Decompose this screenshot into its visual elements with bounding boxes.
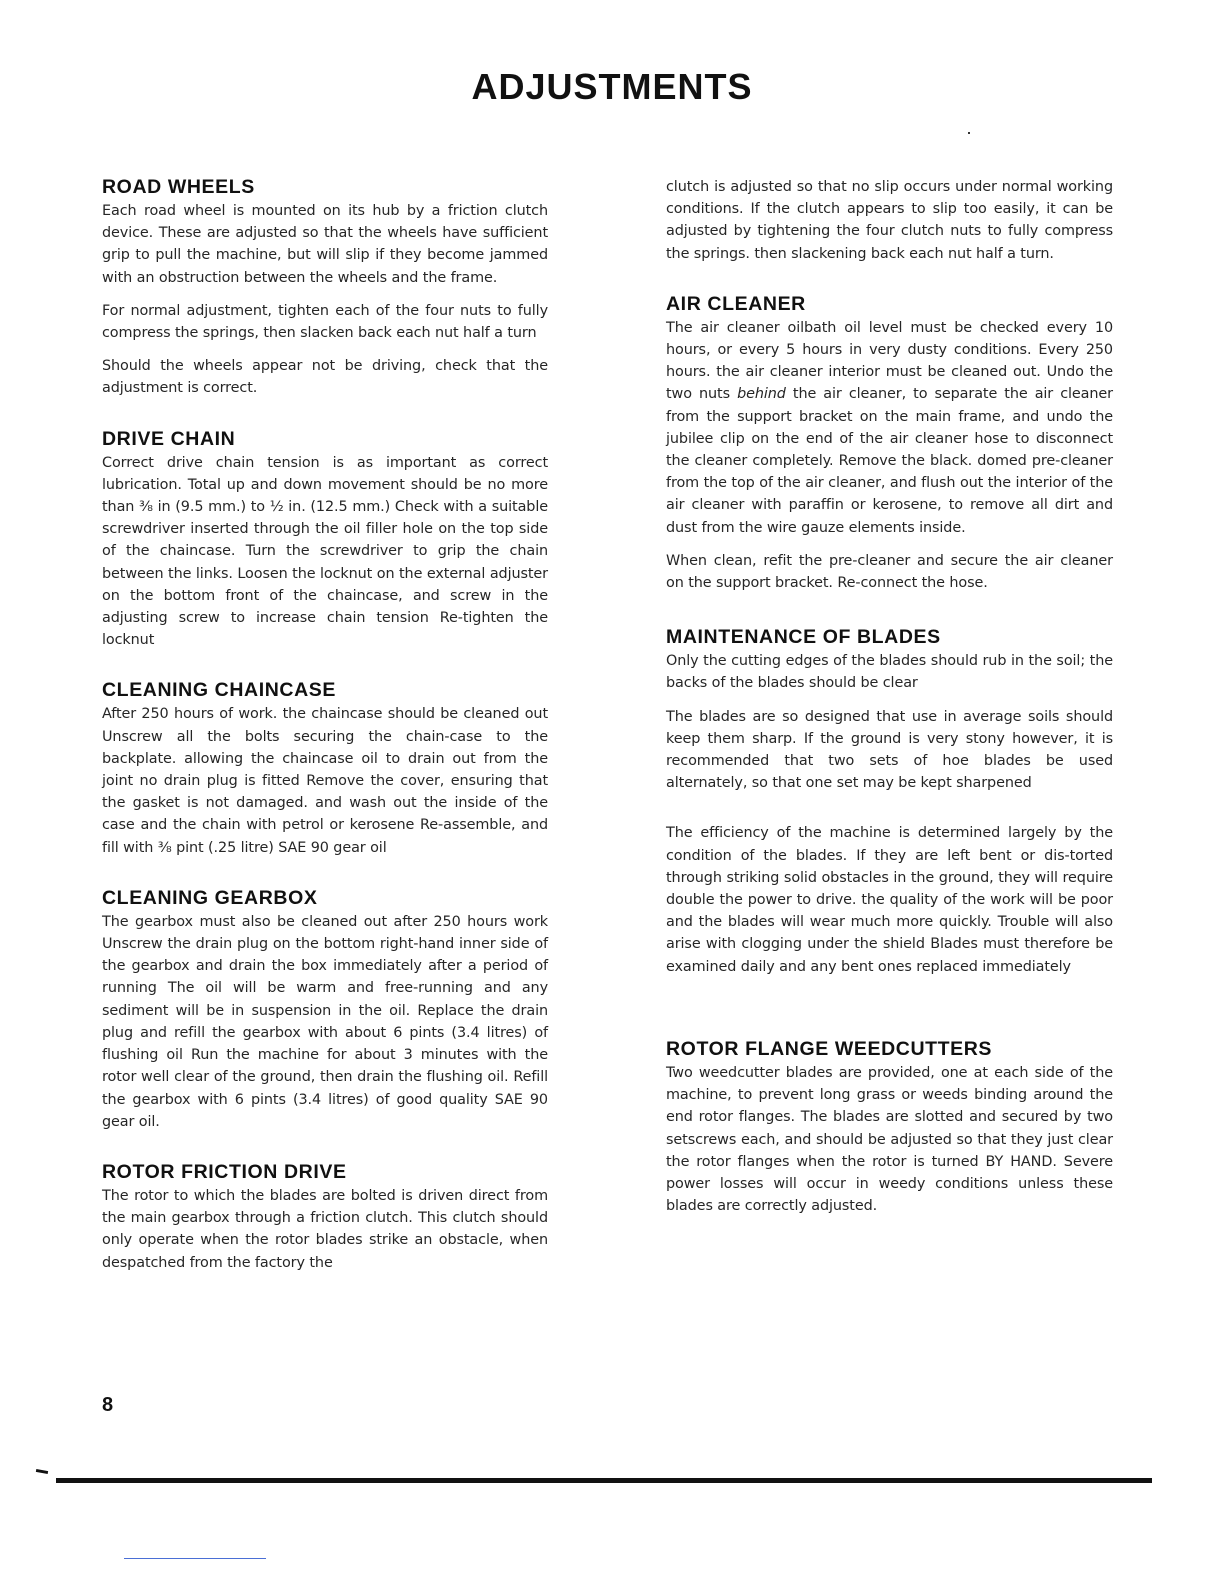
paragraph: Correct drive chain tension is as important as correct lubrication. Total up and down movement should be no more than ⅜ in (9.5 mm.) to ½ in. (12.5 mm.) Check with a suitable screwdriver inserted through the oil filler hole on the top side of the chaincase. Turn the screwdriver to grip the chain between the links. Loosen the locknut on the external adjuster on the bottom front of the chaincase, and screw in the adjusting screw to increase chain tension Re-tighten the locknut bbox=[102, 454, 548, 649]
paragraph: The efficiency of the machine is determined largely by the condition of the blades. If they are left bent or dis-torted through striking solid obstacles in the ground, they will require double the power to drive. the quality of the work will be poor and the blades will wear much more quickly. Trouble will also arise with clogging under the shield Blades must therefore be examined daily and any bent ones replaced immediately bbox=[666, 825, 1113, 975]
heading-drive-chain: DRIVE CHAIN bbox=[102, 427, 236, 450]
section-air-cleaner bbox=[666, 293, 1113, 594]
paragraph: The gearbox must also be cleaned out after 250 hours work Unscrew the drain plug on the bottom right-hand inner side of the gearbox and drain the box immediately after a period of running The oil will be warm and free-running and any sediment will be in suspension in the oil. Replace the drain plug and refill the gearbox with about 6 pints (3.4 litres) of flushing oil Run the machine for about 3 minutes with the rotor well clear of the ground, then drain the flushing oil. Refill the gearbox with 6 pints (3.4 litres) of good quality SAE 90 gear oil. bbox=[102, 913, 548, 1130]
right-column bbox=[666, 176, 1113, 1217]
section-road-wheels bbox=[102, 176, 548, 400]
paragraph: Two weedcutter blades are provided, one at each side of the machine, to prevent long grass or weeds binding around the end rotor flanges. The blades are slotted and secured by two setscrews each, and should be adjusted so that they just clear the rotor flanges when the rotor is turned BY HAND. Severe power losses will occur in weedy conditions unless these blades are correctly adjusted. bbox=[666, 1064, 1113, 1215]
section-cleaning-chaincase bbox=[102, 679, 548, 858]
heading-rotor-flange-weedcutters: ROTOR FLANGE WEEDCUTTERS bbox=[666, 1037, 993, 1060]
heading-rotor-friction-drive: ROTOR FRICTION DRIVE bbox=[102, 1160, 347, 1183]
paragraph: The blades are so designed that use in average soils should keep them sharp. If the ground is very stony however, it is recommended that two sets of hoe blades be used alternately, so that one set may be kept sharpened bbox=[666, 708, 1113, 792]
heading-cleaning-chaincase: CLEANING CHAINCASE bbox=[102, 679, 336, 702]
emphasis-text: behind bbox=[737, 386, 786, 403]
section-rotor-flange-weedcutters bbox=[666, 1038, 1113, 1217]
section-rotor-friction-drive bbox=[102, 1161, 548, 1274]
paragraph bbox=[666, 317, 1113, 539]
footer-rule bbox=[56, 1478, 1152, 1483]
paragraph: clutch is adjusted so that no slip occurs under normal working conditions. If the clutch appears to slip too easily, it can be adjusted by tightening the four clutch nuts to fully compress the springs. then slackening back each nut half a turn. bbox=[666, 179, 1113, 262]
text-run: the air cleaner, to separate the air cleaner from the support bracket on the main frame, and undo the jubilee clip on the end of the air cleaner hose to disconnect the cleaner completely. Remove the black. domed pre-cleaner from the top of the air cleaner, and flush out the interior of the air cleaner with paraffin or kerosene, to remove all dirt and dust from the wire gauze elements inside. bbox=[666, 386, 1113, 536]
left-column bbox=[102, 176, 548, 1274]
paragraph: Each road wheel is mounted on its hub by a friction clutch device. These are adjusted so that the wheels have sufficient grip to pull the machine, but will slip if they become jammed with an obstruction between the wheels and the frame. bbox=[102, 203, 548, 286]
section-maintenance-of-blades bbox=[666, 626, 1113, 978]
heading-cleaning-gearbox: CLEANING GEARBOX bbox=[102, 886, 318, 909]
section-drive-chain bbox=[102, 428, 548, 652]
paragraph: After 250 hours of work. the chaincase should be cleaned out Unscrew all the bolts securing the chain-case to the backplate. allowing the chaincase oil to drain out from the joint no drain plug is fitted Remove the cover, ensuring that the gasket is not damaged. and wash out the inside of the case and the chain with petrol or kerosene Re-assemble, and fill with ⅜ pint (.25 litre) SAE 90 gear oil bbox=[102, 706, 548, 856]
paragraph: For normal adjustment, tighten each of the four nuts to fully compress the springs, then slacken back each nut half a turn bbox=[102, 302, 548, 342]
heading-air-cleaner: AIR CLEANER bbox=[666, 292, 806, 315]
paragraph: When clean, refit the pre-cleaner and secure the air cleaner on the support bracket. Re-connect the hose. bbox=[666, 552, 1113, 592]
heading-maintenance-of-blades: MAINTENANCE OF BLADES bbox=[666, 626, 941, 649]
page-title: ADJUSTMENTS bbox=[471, 66, 753, 107]
blue-underline-mark bbox=[124, 1558, 266, 1559]
speck-mark bbox=[968, 132, 970, 134]
section-cleaning-gearbox bbox=[102, 887, 548, 1133]
section-rotor-friction-drive-continued bbox=[666, 176, 1113, 265]
text-run: The air cleaner oilbath oil level must be checked every 10 hours, or every 5 hours in very dusty conditions. Every 250 hours. the air cleaner interior must be cleaned out. Undo the two nuts bbox=[666, 319, 1113, 403]
paragraph: Should the wheels appear not be driving, check that the adjustment is correct. bbox=[102, 358, 548, 397]
scan-mark bbox=[36, 1469, 48, 1474]
heading-road-wheels: ROAD WHEELS bbox=[102, 176, 255, 198]
page-number: 8 bbox=[102, 1394, 114, 1416]
paragraph: The rotor to which the blades are bolted is driven direct from the main gearbox through a friction clutch. This clutch should only operate when the rotor blades strike an obstacle, when despatched from the factory the bbox=[102, 1187, 548, 1271]
paragraph: Only the cutting edges of the blades should rub in the soil; the backs of the blades should be clear bbox=[666, 653, 1113, 692]
